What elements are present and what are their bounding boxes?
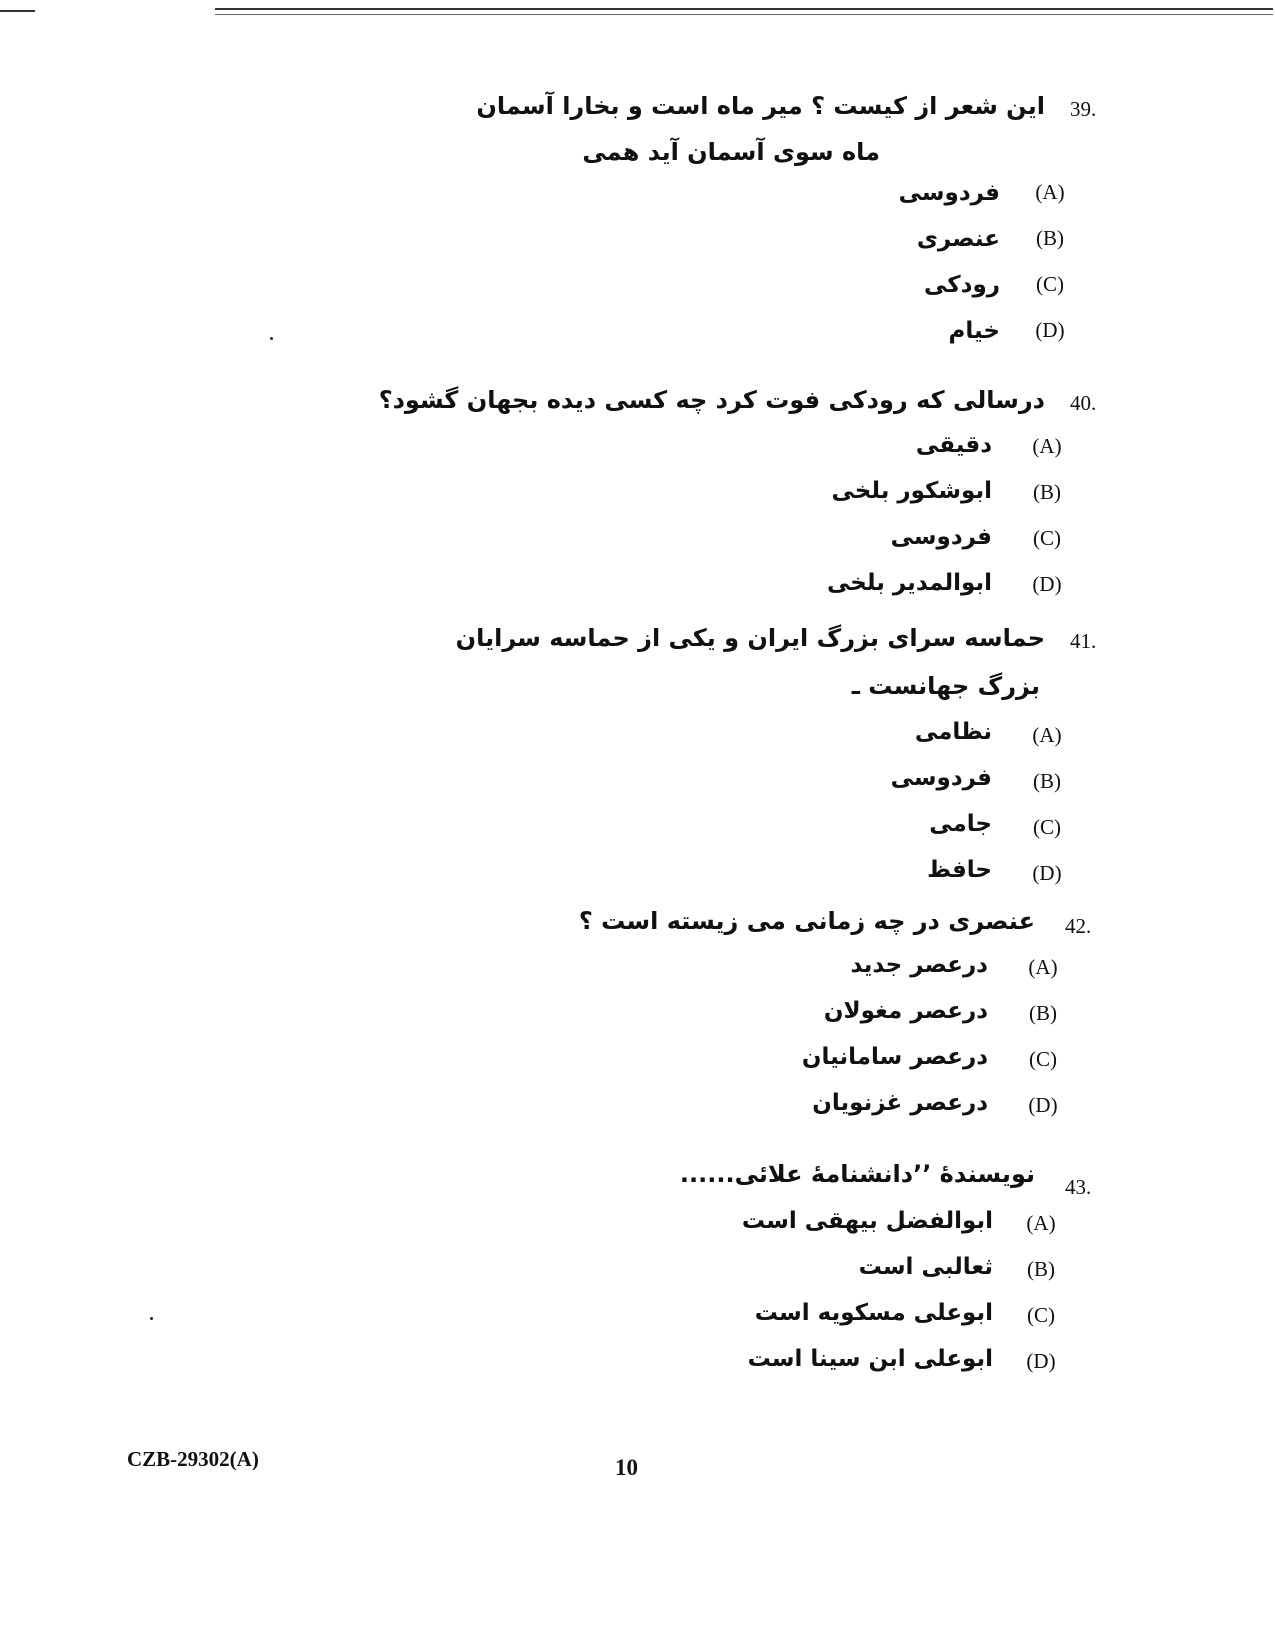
option-letter: (D)	[1028, 1093, 1058, 1117]
option-letter: (C)	[1033, 815, 1061, 839]
question-text-line: درسالی که رودکی فوت کرد چه کسی دیده بجهان گشود؟	[378, 386, 1045, 414]
option-text: ابوعلی ابن سینا است	[747, 1346, 993, 1372]
option-text: ابوشکور بلخی	[831, 478, 992, 504]
option-letter: (B)	[1027, 1257, 1055, 1281]
option-text: درعصر مغولان	[823, 998, 988, 1024]
option-text: فردوسی	[890, 524, 992, 550]
option-letter: (C)	[1027, 1303, 1055, 1327]
option-letter: (A)	[1032, 434, 1062, 458]
option-text: فردوسی	[890, 765, 992, 791]
option-letter: (D)	[1032, 572, 1062, 596]
option-text: رودکی	[924, 272, 1000, 298]
option-letter: (A)	[1026, 1211, 1056, 1235]
question-number: 39.	[1070, 97, 1097, 121]
scan-dot	[270, 337, 273, 340]
option-letter: (D)	[1035, 318, 1065, 342]
option-letter: (B)	[1033, 769, 1061, 793]
option-text: حافظ	[927, 857, 992, 883]
question-number: 42.	[1065, 914, 1092, 938]
option-letter: (C)	[1036, 272, 1064, 296]
option-text: درعصر جدید	[850, 952, 988, 978]
question-text-line: حماسه سرای بزرگ ایران و یکی از حماسه سرایان	[455, 624, 1045, 652]
question-number: 41.	[1070, 629, 1097, 653]
option-letter: (D)	[1032, 861, 1062, 885]
question-number: 43.	[1065, 1175, 1092, 1199]
option-letter: (C)	[1029, 1047, 1057, 1071]
option-letter: (B)	[1036, 226, 1064, 250]
page-number: 10	[615, 1455, 638, 1480]
question-text-line: ماه سوی آسمان آید همی	[582, 138, 880, 166]
option-text: عنصری	[916, 226, 1000, 252]
option-letter: (C)	[1033, 526, 1061, 550]
option-text: ثعالبی است	[858, 1254, 993, 1280]
option-text: درعصر غزنویان	[812, 1090, 988, 1116]
question-number: 40.	[1070, 391, 1097, 415]
option-text: درعصر سامانیان	[801, 1044, 988, 1070]
option-text: جامی	[929, 811, 992, 837]
option-letter: (B)	[1029, 1001, 1057, 1025]
top-rule	[215, 8, 1273, 10]
option-letter: (B)	[1033, 480, 1061, 504]
question-text-line: عنصری در چه زمانی می زیسته است ؟	[578, 907, 1035, 935]
top-left-dash	[0, 10, 35, 12]
option-text: ابوالمدیر بلخی	[827, 570, 992, 596]
option-letter: (A)	[1032, 723, 1062, 747]
top-rule-thin	[215, 14, 1273, 15]
question-text-line: این شعر از کیست ؟ میر ماه است و بخارا آسمان	[476, 92, 1045, 120]
option-text: دقیقی	[915, 432, 992, 458]
option-text: ابوعلی مسکویه است	[754, 1300, 993, 1326]
paper-code: CZB-29302(A)	[127, 1447, 259, 1471]
option-text: نظامی	[914, 719, 992, 745]
question-text-line: بزرگ جهانست ـ	[851, 672, 1040, 700]
option-letter: (A)	[1035, 180, 1065, 204]
question-text-line: نویسندهٔ ’’دانشنامهٔ علائی......	[679, 1160, 1035, 1188]
option-letter: (A)	[1028, 955, 1058, 979]
scan-dot	[150, 1317, 153, 1320]
option-letter: (D)	[1026, 1349, 1056, 1373]
option-text: ابوالفضل بیهقی است	[741, 1208, 993, 1234]
option-text: فردوسی	[898, 180, 1000, 206]
option-text: خیام	[948, 318, 1000, 344]
